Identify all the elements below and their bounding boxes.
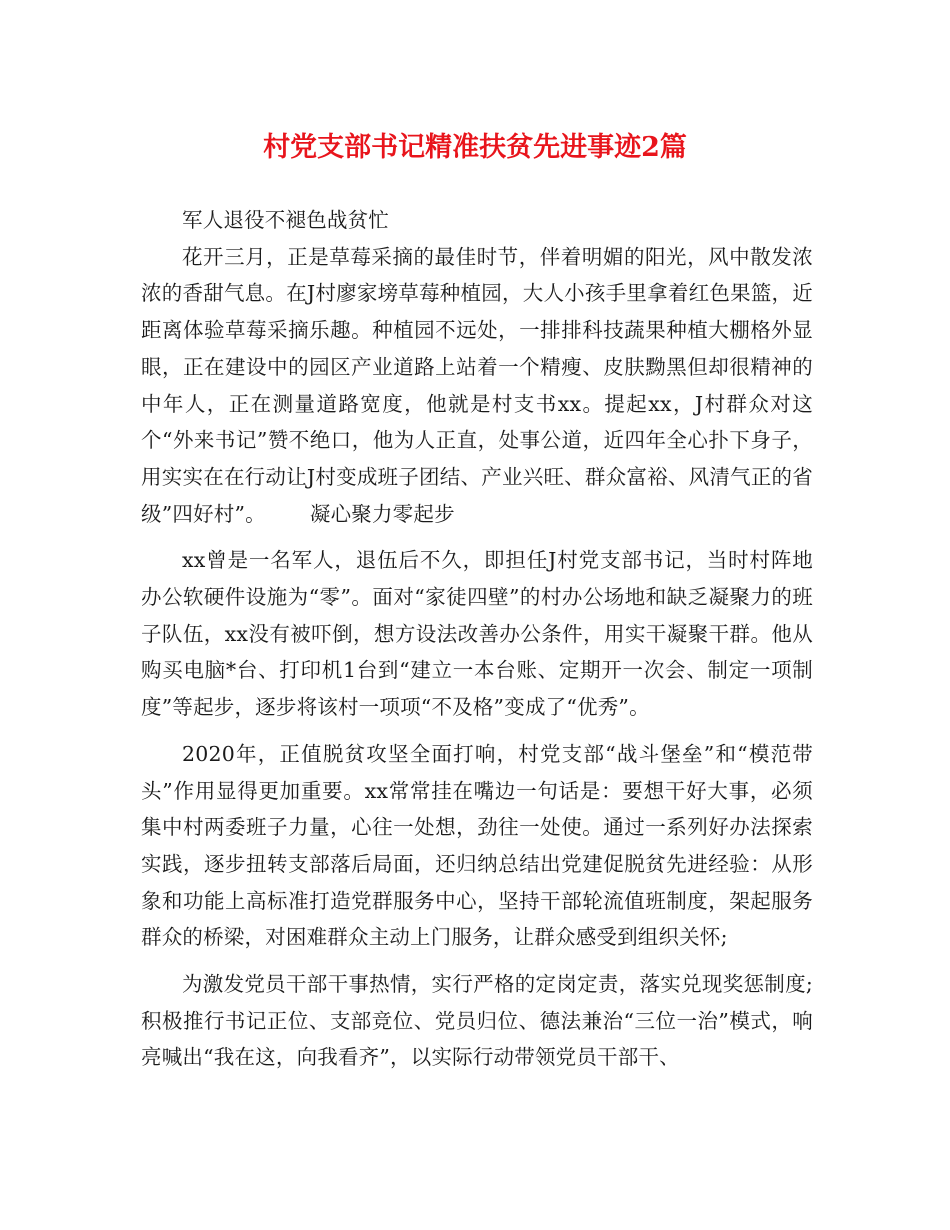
paragraph-text: xx曾是一名军人，退伍后不久，即担任J村党支部书记，当时村阵地办公软硬件设施为“零”。面对“家徒四壁”的村办公场地和缺乏凝聚力的班子队伍，xx没有被吓倒，想方设法改善办公条件，用实干凝聚干群。他从购买电脑*台、打印机1台到“建立一本台账、定期开一次会、制定一项制度”等起步，逐步将该村一项项“不及格”变成了“优秀”。 [141,548,813,720]
paragraph-text: 2020年，正值脱贫攻坚全面打响，村党支部“战斗堡垒”和“模范带头”作用显得更加重要。xx常常挂在嘴边一句话是：要想干好大事，必须集中村两委班子力量，心往一处想，劲往一处使。通过一系列好办法探索实践，逐步扭转支部落后局面，还归纳总结出党建促脱贫先进经验：从形象和功能上高标准打造党群服务中心，坚持干部轮流值班制度，架起服务群众的桥梁，对困难群众主动上门服务，让群众感受到组织关怀; [141,741,813,950]
paragraph [141,736,813,956]
section-subtitle: 凝心聚力零起步 [309,501,455,526]
paragraph-text: 为激发党员干部干事热情，实行严格的定岗定责，落实兑现奖惩制度;积极推行书记正位、支部竞位、党员归位、德法兼治“三位一治”模式，响亮喊出“我在这，向我看齐”，以实际行动带领党员干部干、 [141,972,813,1070]
document-body [141,202,813,1076]
section-subtitle [141,202,813,239]
paragraph-text: 花开三月，正是草莓采摘的最佳时节，伴着明媚的阳光，风中散发浓浓的香甜气息。在J村廖家塝草莓种植园，大人小孩手里拿着红色果篮，近距离体验草莓采摘乐趣。种植园不远处，一排排科技蔬果种植大棚格外显眼，正在建设中的园区产业道路上站着一个精瘦、皮肤黝黑但却很精神的中年人，正在测量道路宽度，他就是村支书xx。提起xx，J村群众对这个“外来书记”赞不绝口，他为人正直，处事公道，近四年全心扑下身子，用实实在在行动让J村变成班子团结、产业兴旺、群众富裕、风清气正的省级”四好村”。 [141,244,813,526]
paragraph [141,966,813,1076]
paragraph [141,542,813,726]
paragraph [141,239,813,533]
document-title: 村党支部书记精准扶贫先进事迹2篇 [263,132,687,163]
subtitle-text: 军人退役不褪色战贫忙 [182,208,389,232]
